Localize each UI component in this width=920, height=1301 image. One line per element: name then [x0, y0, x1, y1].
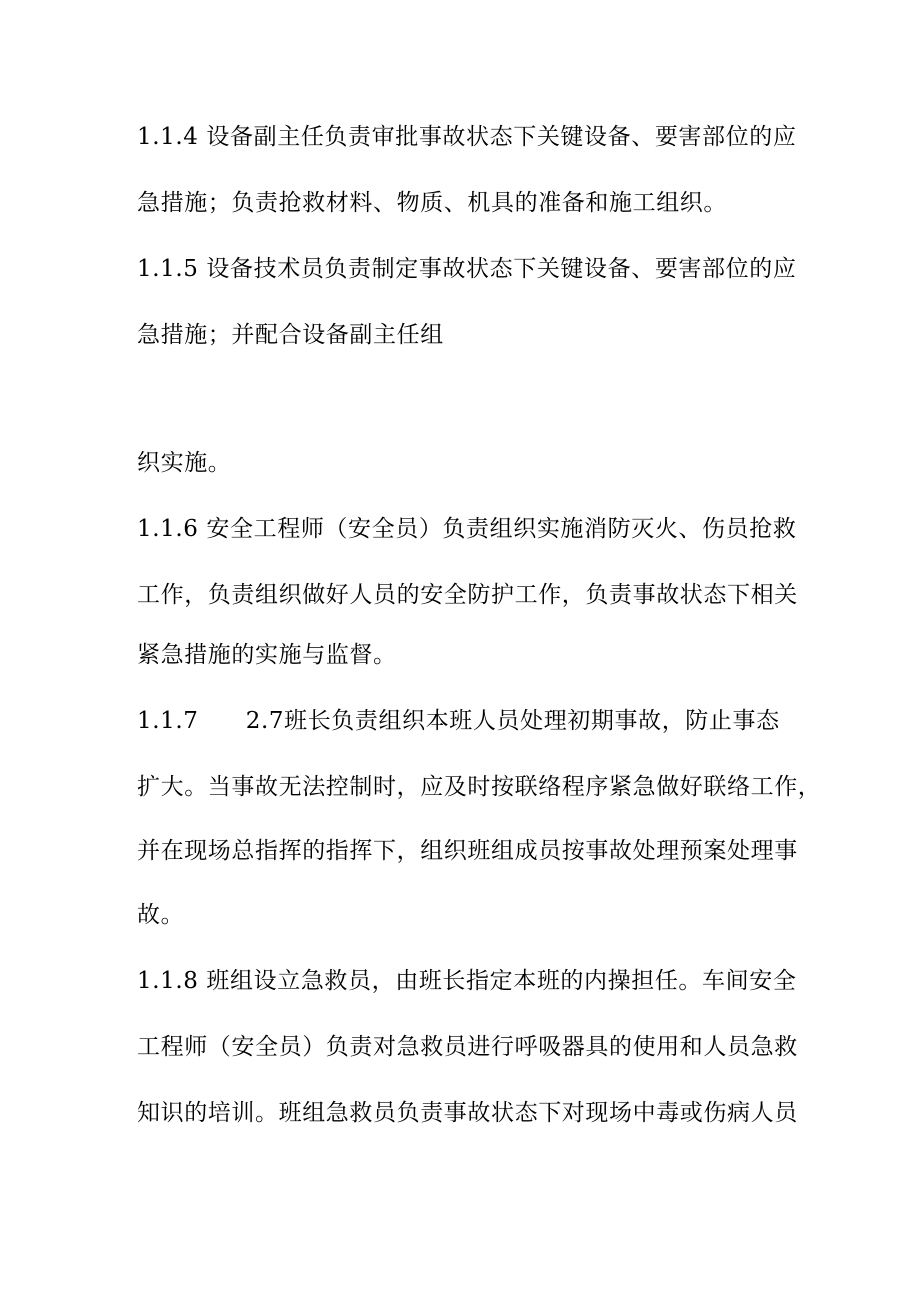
text-line: 1.1.4 设备副主任负责审批事故状态下关键设备、要害部位的应 [137, 124, 797, 150]
text-line: 1.1.8 班组设立急救员，由班长指定本班的内操担任。车间安全 [137, 968, 797, 994]
text-line: 急措施；负责抢救材料、物质、机具的准备和施工组织。 [137, 190, 727, 216]
text-line: 知识的培训。班组急救员负责事故状态下对现场中毒或伤病人员 [137, 1100, 798, 1126]
text-line: 工作，负责组织做好人员的安全防护工作，负责事故状态下相关 [137, 582, 798, 608]
text-line: 1.1.7 2.7班长负责组织本班人员处理初期事故，防止事态 [137, 708, 780, 734]
text-line: 织实施。 [137, 450, 232, 476]
text-line: 并在现场总指挥的指挥下，组织班组成员按事故处理预案处理事 [137, 838, 798, 864]
text-line: 1.1.6 安全工程师（安全员）负责组织实施消防灭火、伤员抢救 [137, 516, 797, 542]
text-line: 1.1.5 设备技术员负责制定事故状态下关键设备、要害部位的应 [137, 256, 797, 282]
text-line: 扩大。当事故无法控制时，应及时按联络程序紧急做好联络工作， [137, 774, 822, 800]
text-line: 急措施；并配合设备副主任组 [137, 322, 444, 348]
text-line: 故。 [137, 902, 185, 928]
text-line: 紧急措施的实施与监督。 [137, 642, 397, 668]
text-line: 工程师（安全员）负责对急救员进行呼吸器具的使用和人员急救 [137, 1034, 798, 1060]
